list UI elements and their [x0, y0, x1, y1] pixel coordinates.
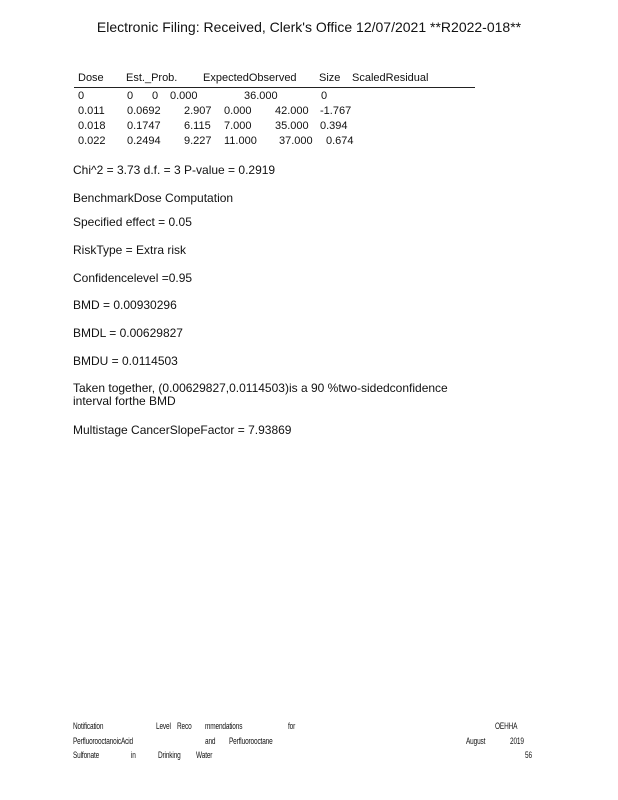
footer-text: Reco [177, 721, 192, 731]
table-cell: 7.000 [224, 120, 252, 132]
footer-text: Level [156, 721, 171, 731]
footer-text: Notification [73, 721, 104, 731]
table-cell: -1.767 [320, 105, 352, 117]
table-cell: 0.674 [326, 135, 354, 147]
footer-text: Water [196, 750, 213, 760]
footer-text: Drinking [158, 750, 181, 760]
table-cell: 0.0692 [127, 105, 161, 117]
table-cell: 0.000 [170, 90, 198, 102]
table-header-est-prob: Est._Prob. [126, 72, 178, 84]
filing-header: Electronic Filing: Received, Clerk's Office 12/07/2021 **R2022-018** [96, 19, 522, 35]
table-cell: 0.011 [78, 105, 105, 117]
footer-text: mmendations [205, 721, 243, 731]
table-cell: 0.394 [320, 120, 348, 132]
table-cell: 2.907 [184, 105, 212, 117]
slope-factor-line: Multistage CancerSlopeFactor = 7.93869 [73, 423, 292, 437]
table-cell: 0 [321, 90, 328, 102]
table-cell: 6.115 [184, 120, 211, 132]
table-cell: 37.000 [279, 135, 313, 147]
footer-text: August [466, 736, 486, 746]
footer-text: Sulfonate [73, 750, 100, 760]
specified-effect-line: Specified effect = 0.05 [73, 215, 192, 229]
table-cell: 0.018 [78, 120, 106, 132]
risk-type-line: RiskType = Extra risk [73, 243, 187, 257]
table-cell: 0 [78, 90, 85, 102]
bmdl-line: BMDL = 0.00629827 [73, 326, 183, 340]
footer-text: Perfluorooctane [229, 736, 273, 746]
bmd-computation-title: BenchmarkDose Computation [73, 191, 234, 205]
table-cell: 0 [127, 90, 134, 102]
footer-text: PerfluorooctanoicAcid [73, 736, 134, 746]
table-cell: 42.000 [275, 105, 309, 117]
page-number: 56 [525, 750, 532, 760]
table-cell: 0 [152, 90, 159, 102]
table-header-rule [74, 87, 475, 88]
bmdu-line: BMDU = 0.0114503 [73, 354, 178, 368]
table-cell: 36.000 [244, 90, 278, 102]
table-header-size: Size [319, 72, 341, 84]
bmd-line: BMD = 0.00930296 [73, 298, 177, 312]
footer-text: 2019 [510, 736, 524, 746]
table-header-dose: Dose [78, 72, 104, 84]
table-cell: 9.227 [184, 135, 212, 147]
footer-text: and [205, 736, 216, 746]
footer-text: in [131, 750, 136, 760]
table-cell: 0.1747 [127, 120, 161, 132]
table-cell: 11.000 [224, 135, 257, 147]
chi-square-line: Chi^2 = 3.73 d.f. = 3 P-value = 0.2919 [73, 163, 276, 177]
table-header-expected-observed: ExpectedObserved [203, 72, 297, 84]
table-cell: 35.000 [275, 120, 309, 132]
table-header-scaled-residual: ScaledResidual [352, 72, 429, 84]
table-cell: 0.022 [78, 135, 106, 147]
confidence-level-line: Confidencelevel =0.95 [73, 271, 193, 285]
confidence-interval-paragraph: Taken together, (0.00629827,0.0114503)is a 90 %two-sidedconfidence interval forthe BMD [73, 381, 448, 408]
table-cell: 0.000 [224, 105, 252, 117]
footer-text: OEHHA [495, 721, 518, 731]
footer-text: for [288, 721, 296, 731]
table-cell: 0.2494 [127, 135, 161, 147]
